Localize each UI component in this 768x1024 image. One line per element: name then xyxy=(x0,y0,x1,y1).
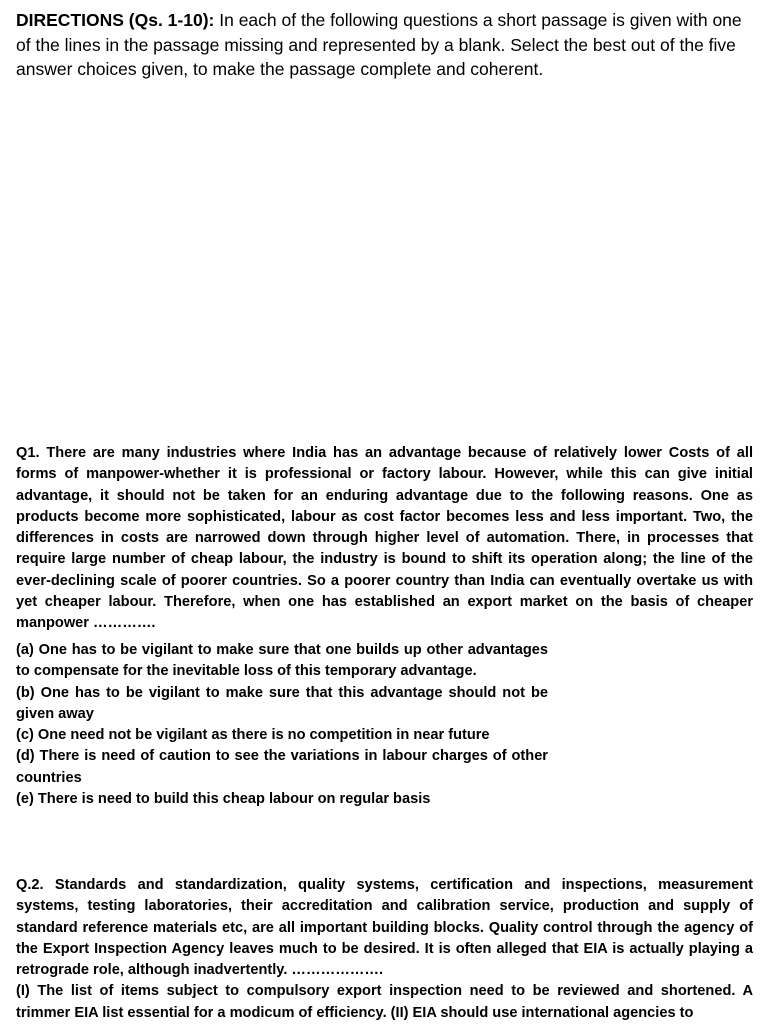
option-c: (c) One need not be vigilant as there is no competition in near future xyxy=(16,727,490,744)
question-1-passage: Q1. There are many industries where India has an advantage because of relatively lower Costs of all forms of manpower-whether it is professional or factory labour. However, while this can give initial advantage, it should not be taken for an enduring advantage due to the following reasons. One as products become more sophisticated, labour as cost factor becomes less and less important. Two, the differences in costs are narrowed down through higher level of automation. There, in processes that require large number of cheap labour, the industry is bound to shift its operation along; the line of the ever-declining scale of poorer countries. So a poorer country than India can eventually overtake us with yet cheaper labour. Therefore, when one has established an export market on the basis of cheaper manpower …………. xyxy=(16,445,753,632)
option-e: (e) There is need to build this cheap labour on regular basis xyxy=(16,791,431,808)
question-1-options xyxy=(16,640,548,810)
option-b: (b) One has to be vigilant to make sure that this advantage should not be given away xyxy=(16,684,548,722)
option-a: (a) One has to be vigilant to make sure that one builds up other advantages to compensate for the inevitable loss of this temporary advantage. xyxy=(16,642,548,680)
directions-heading: DIRECTIONS (Qs. 1-10): xyxy=(16,10,215,30)
directions-paragraph xyxy=(16,8,752,82)
option-d: (d) There is need of caution to see the variations in labour charges of other countries xyxy=(16,748,548,786)
question-2 xyxy=(16,875,753,1024)
question-2-passage: Q.2. Standards and standardization, quality systems, certification and inspections, measurement systems, testing laboratories, their accreditation and calibration service, production and supply of standard reference materials etc, are all important building blocks. Quality control through the agency of the Export Inspection Agency leaves much to be desired. It is often alleged that EIA is actually playing a retrograde role, although inadvertently. ………………. xyxy=(16,877,753,979)
question-2-statements: (I) The list of items subject to compulsory export inspection need to be reviewed and shortened. A trimmer EIA list essential for a modicum of efficiency. (II) EIA should use international agencies to xyxy=(16,983,753,1021)
directions-text: In each of the following questions a short passage is given with one of the lines in the passage missing and represented by a blank. Select the best out of the five answer choices given, to make the passage complete and coherent. xyxy=(16,10,742,79)
